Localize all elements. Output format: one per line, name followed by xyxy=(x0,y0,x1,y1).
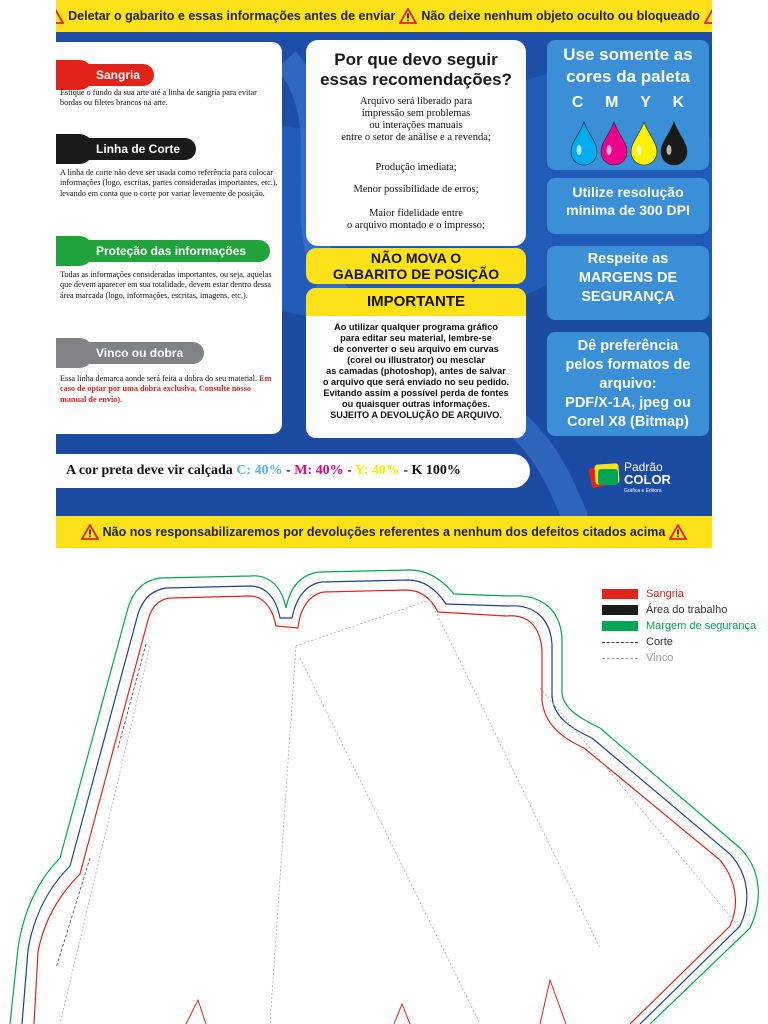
why-card xyxy=(306,40,526,246)
resolution-box xyxy=(547,178,709,234)
vinco-text-main: Essa linha demarca aonde será feita a dobra do seu material. xyxy=(60,374,258,383)
bottom-warning-bar xyxy=(56,516,712,548)
info-panel xyxy=(56,0,712,548)
vinco-text xyxy=(60,374,278,405)
swatch xyxy=(602,621,638,631)
resolution-line: Utilize resolução xyxy=(572,184,684,200)
sangria-label: Sangria xyxy=(96,68,141,82)
important-line: Ao utilizar qualquer programa gráfico xyxy=(334,322,498,332)
why-para-4 xyxy=(306,208,526,232)
logo-mark-icon xyxy=(588,460,622,490)
ink-drop-highlight xyxy=(607,145,612,155)
why-para-line: Arquivo será liberado para xyxy=(359,96,473,107)
formats-line: pelos formatos de xyxy=(565,357,691,373)
fold-mark xyxy=(186,1000,206,1024)
swatch xyxy=(602,589,638,599)
no-move-line: GABARITO DE POSIÇÃO xyxy=(332,266,500,282)
pill-cap xyxy=(56,338,94,368)
pill-cap xyxy=(56,60,94,90)
palette-title-line: Use somente as xyxy=(563,45,693,64)
top-warning-right: Não deixe nenhum objeto oculto ou bloqueado xyxy=(421,9,700,23)
crease-line xyxy=(300,658,480,1024)
formats-line: Corel X8 (Bitmap) xyxy=(567,414,689,430)
cmyk-letters xyxy=(547,94,709,112)
cmyk-letter: Y xyxy=(640,94,651,111)
ink-drop-highlight xyxy=(667,145,672,155)
black-value: K 100% xyxy=(411,463,461,478)
cut-line xyxy=(56,644,146,968)
ink-drop-highlight xyxy=(577,145,582,155)
yellow-value: Y: 40% xyxy=(354,463,400,478)
dieline-legend xyxy=(602,586,768,666)
why-para-line: ou interações manuais xyxy=(369,120,463,131)
pill-cap xyxy=(56,134,94,164)
swatch xyxy=(602,642,638,643)
formats-line: Dê preferência xyxy=(577,338,679,354)
ink-drop xyxy=(571,122,597,165)
legend-label: Vinco xyxy=(646,652,674,664)
why-title xyxy=(306,50,526,90)
warning-icon xyxy=(399,8,417,24)
legend-item-sangria xyxy=(602,586,768,602)
padrao-color-logo xyxy=(584,456,684,496)
ink-drop-highlight xyxy=(637,145,642,155)
important-text xyxy=(306,322,526,421)
linha-corte-label: Linha de Corte xyxy=(96,142,181,156)
logo-subtitle: Gráfica e Editora xyxy=(624,488,662,494)
legend-label: Corte xyxy=(646,636,673,648)
why-para-line: o arquivo montado e o impresso; xyxy=(347,220,485,231)
top-warning-left: Deletar o gabarito e essas informações antes de enviar xyxy=(68,9,396,23)
palette-title-line: cores da paleta xyxy=(566,67,690,86)
important-line: as camadas (photoshop), antes de salvar xyxy=(326,366,506,376)
fold-mark xyxy=(540,980,566,1024)
why-para-2: Produção imediata; xyxy=(375,162,457,173)
swatch xyxy=(602,605,638,615)
legend-label: Sangria xyxy=(646,588,684,600)
vinco-pill xyxy=(56,342,204,364)
protecao-text: Todas as informações consideradas importantes, ou seja, aquelas que devem aparecer em sua totalidade, devem estar dentro dessa área marcada (logo, informações, escritas, imagens, etc.). xyxy=(60,270,272,300)
top-warning-bar xyxy=(56,0,712,32)
legend-label: Margem de segurança xyxy=(646,620,757,632)
resolution-line: mínima de 300 DPI xyxy=(566,202,690,218)
separator: - xyxy=(282,463,295,478)
important-line: de converter o seu arquivo em curvas xyxy=(333,344,499,354)
margins-line: Respeite as xyxy=(587,251,669,267)
sangria-text: Estique o fundo da sua arte até a linha de sangria para evitar bordas ou filetes brancos na arte. xyxy=(60,88,257,108)
linha-corte-pill xyxy=(56,138,196,160)
margins-line: SEGURANÇA xyxy=(581,289,675,305)
important-line: SUJEITO A DEVOLUÇÃO DE ARQUIVO. xyxy=(330,410,502,420)
ink-drop xyxy=(661,122,687,165)
important-line: Evitando assim a possível perda de fontes xyxy=(323,388,509,398)
ink-drop xyxy=(631,122,657,165)
ink-drop xyxy=(601,122,627,165)
why-para-3: Menor possibilidade de erros; xyxy=(353,184,479,195)
crease-line xyxy=(430,600,600,948)
important-line: (corel ou illustrator) ou mesclar xyxy=(347,355,485,365)
warning-icon xyxy=(56,8,64,24)
linha-corte-text: A linha de corte não deve ser usada como referência para colocar informações (logo, escritas, partes consideradas importantes, etc.), levando em conta que o corte por variar levemente de posição. xyxy=(60,168,278,198)
important-line: ou quaisquer outras informações. xyxy=(341,399,491,409)
important-line: para editar seu material, lembre-se xyxy=(340,333,492,343)
no-move-line: NÃO MOVA O xyxy=(370,250,462,266)
separator: - xyxy=(399,463,412,478)
warning-icon xyxy=(704,8,712,24)
crease-line xyxy=(270,646,296,1024)
black-color-bar xyxy=(56,454,530,488)
sangria-pill xyxy=(56,64,154,86)
no-move-banner xyxy=(306,248,526,284)
ink-drops-icon xyxy=(569,120,689,166)
why-title-line: essas recomendações? xyxy=(320,70,512,89)
why-para-line: Maior fidelidade entre xyxy=(369,208,463,219)
pill-cap xyxy=(56,236,94,266)
important-title: IMPORTANTE xyxy=(306,288,526,316)
warning-icon xyxy=(669,524,687,540)
separator: - xyxy=(343,463,355,478)
vinco-label: Vinco ou dobra xyxy=(96,346,184,360)
legend-item-vinco xyxy=(602,650,768,666)
margins-line: MARGENS DE xyxy=(578,270,678,286)
cyan-value: C: 40% xyxy=(236,463,283,478)
logo-text-top: Padrão xyxy=(624,460,663,474)
crease-line xyxy=(540,688,740,928)
important-card xyxy=(306,288,526,438)
legend-item-margin xyxy=(602,618,768,634)
important-line: o arquivo que será enviado no seu pedido. xyxy=(322,377,510,387)
cmyk-letter: M xyxy=(605,94,619,111)
logo-text-bottom: COLOR xyxy=(624,472,671,487)
cmyk-letter: K xyxy=(672,94,685,111)
warning-icon xyxy=(81,524,99,540)
margins-box xyxy=(547,246,709,320)
legend-item-corte xyxy=(602,634,768,650)
bottom-warning-text: Não nos responsabilizaremos por devoluções referentes a nenhum dos defeitos citados acima xyxy=(102,525,666,539)
why-title-line: Por que devo seguir xyxy=(334,50,498,69)
magenta-value: M: 40% xyxy=(294,463,344,478)
crease-line xyxy=(296,600,430,646)
legend-explanation-card xyxy=(56,42,282,434)
crease-line xyxy=(60,646,150,1024)
protecao-pill xyxy=(56,240,270,262)
swatch xyxy=(602,658,638,659)
why-para-1 xyxy=(306,96,526,144)
protecao-label: Proteção das informações xyxy=(96,244,247,258)
vinco-text-warning: Em caso de optar por uma dobra exclusiva, Consulte nosso manual de envio). xyxy=(60,374,272,404)
fold-mark xyxy=(394,1004,410,1024)
why-para-line: entre o setor de análise e a revenda; xyxy=(341,132,491,143)
legend-label: Área do trabalho xyxy=(646,604,728,616)
formats-box xyxy=(547,332,709,436)
palette-title xyxy=(547,44,709,88)
formats-line: PDF/X-1A, jpeg ou xyxy=(565,395,691,411)
palette-box xyxy=(547,40,709,170)
why-para-line: impressão sem problemas xyxy=(361,108,471,119)
cmyk-letter: C xyxy=(571,94,584,111)
formats-line: arquivo: xyxy=(599,376,657,392)
legend-item-area xyxy=(602,602,768,618)
black-bar-prefix: A cor preta deve vir calçada xyxy=(66,463,233,478)
